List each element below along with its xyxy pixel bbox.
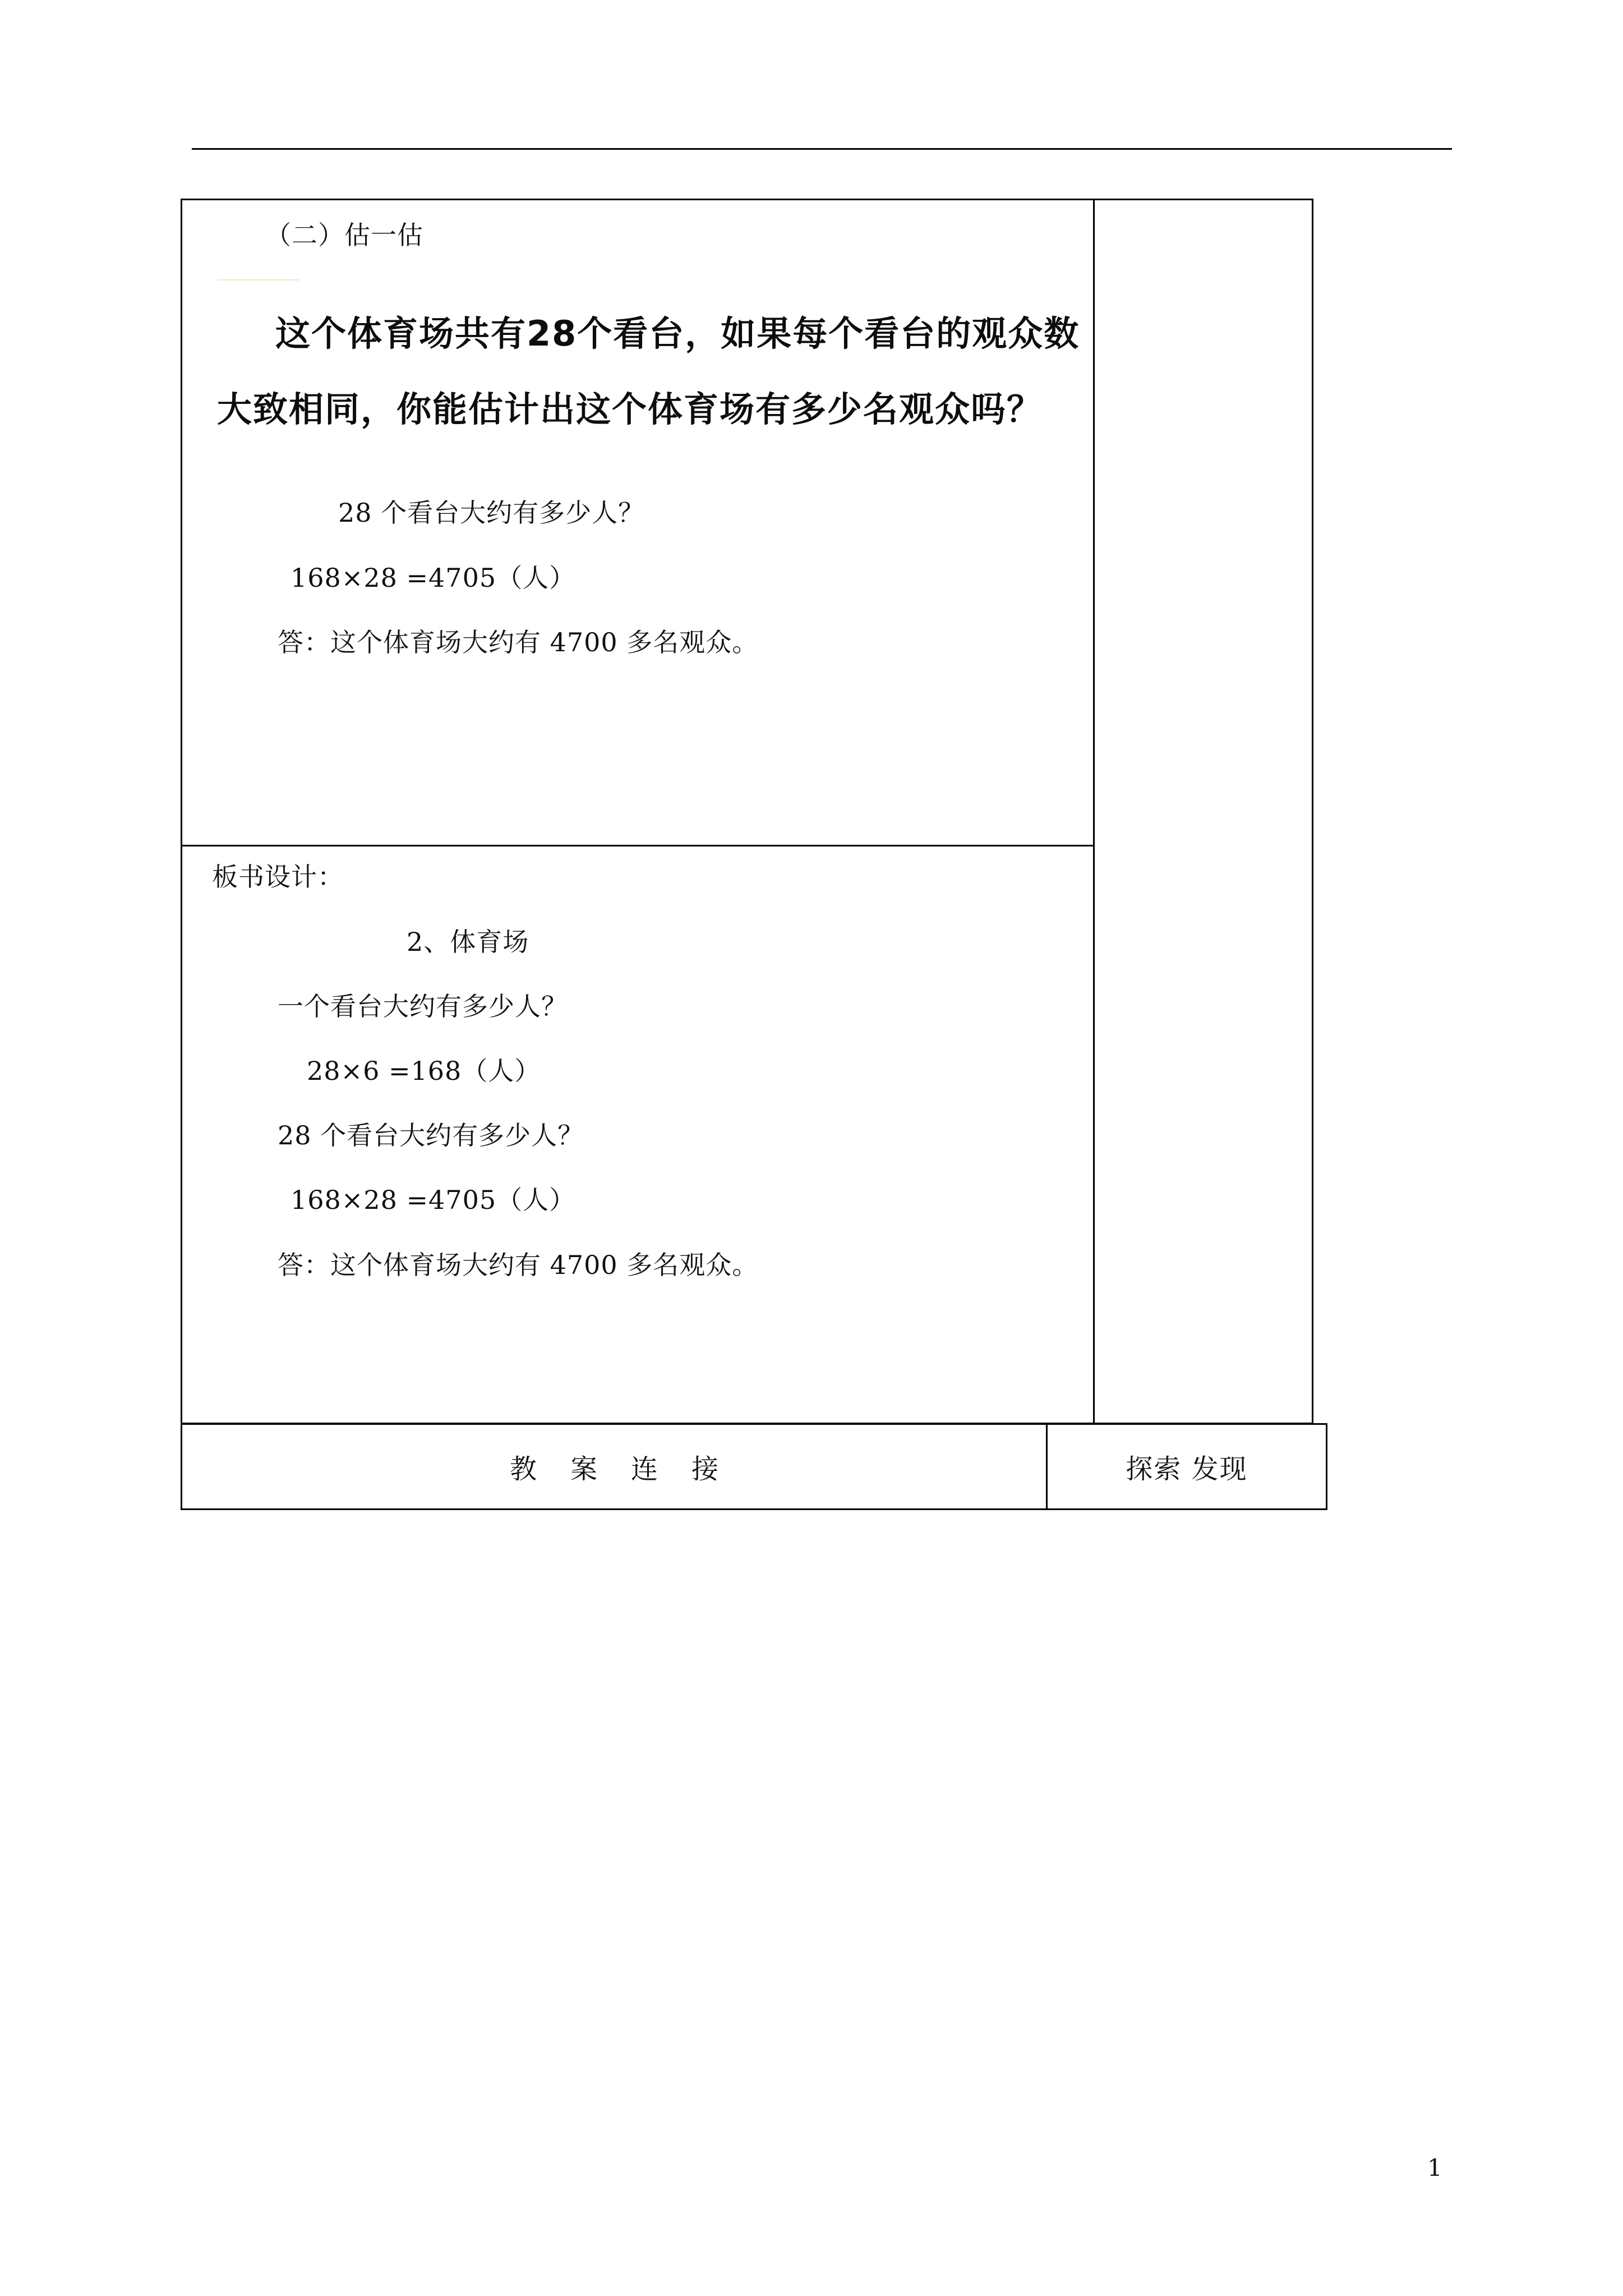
page-number: 1 (1427, 2154, 1442, 2182)
side-column-divider (1093, 200, 1095, 1423)
estimate-equation: 168×28 =4705（人） (291, 563, 576, 593)
board-question-2: 28 个看台大约有多少人？ (278, 1120, 584, 1151)
problem-text: 这个体育场共有28个看台，如果每个看台的观众数大致相同，你能估计出这个体育场有多少名观众吗？ (217, 313, 1080, 430)
header-rule (192, 148, 1452, 150)
board-answer: 答：这个体育场大约有 4700 多名观众。 (278, 1250, 759, 1280)
board-design-label: 板书设计： (212, 862, 344, 892)
estimate-question: 28 个看台大约有多少人？ (338, 498, 645, 528)
footer-table (181, 1423, 1327, 1510)
board-question-1: 一个看台大约有多少人？ (278, 991, 568, 1022)
lesson-table (181, 199, 1313, 1424)
section-divider (182, 845, 1093, 846)
board-design-title: 2、体育场 (407, 927, 529, 957)
board-equation-2: 168×28 =4705（人） (291, 1185, 576, 1215)
estimate-heading: （二）估一估 (265, 220, 423, 250)
estimate-answer: 答：这个体育场大约有 4700 多名观众。 (278, 627, 759, 657)
explore-discover-label: 探索 发现 (1126, 1453, 1248, 1485)
lesson-link-label: 教案连接 (509, 1453, 752, 1485)
decorative-underline (218, 279, 299, 280)
board-equation-1: 28×6 =168（人） (307, 1056, 541, 1086)
